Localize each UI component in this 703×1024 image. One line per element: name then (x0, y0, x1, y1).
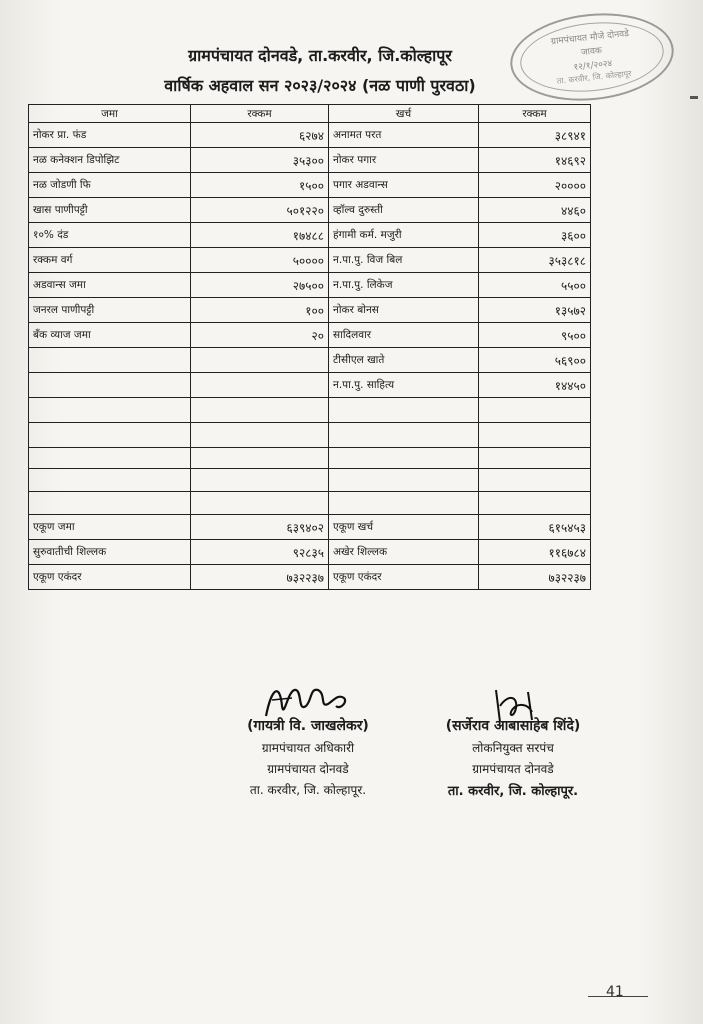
expense-amount-cell (479, 492, 591, 515)
expense-label-cell: व्हॉल्व दुरुस्ती (329, 198, 479, 223)
receipt-label-cell: नळ जोडणी फि (29, 173, 191, 198)
ledger-spacer-row (29, 448, 591, 469)
header-expenses: खर्च (329, 105, 479, 123)
ledger-total-row (29, 565, 591, 590)
ledger-row (29, 148, 591, 173)
expense-amount-cell: ९५०० (479, 323, 591, 348)
ledger-total-row (29, 540, 591, 565)
ledger-row (29, 373, 591, 398)
receipt-amount-cell (191, 469, 329, 492)
signatory-left-name: (गायत्री वि. जाखलेकर) (247, 718, 369, 734)
receipt-label-cell: नोकर प्रा. फंड (29, 123, 191, 148)
page-number: 41 (606, 984, 624, 1000)
expense-label-cell: एकूण खर्च (329, 515, 479, 540)
receipt-amount-cell: ५०१२२० (191, 198, 329, 223)
receipt-label-cell: एकूण जमा (29, 515, 191, 540)
ledger-row (29, 273, 591, 298)
expense-label-cell: न.पा.पु. साहित्य (329, 373, 479, 398)
expense-amount-cell (479, 469, 591, 492)
ledger-row (29, 323, 591, 348)
receipt-amount-cell: ९२८३५ (191, 540, 329, 565)
header-report-title: वार्षिक अहवाल सन २०२३/२०२४ (नळ पाणी पुरवठा) (164, 76, 476, 95)
spacer-cell (329, 448, 479, 469)
ledger-blank-row (29, 492, 591, 515)
receipt-label-cell (29, 398, 191, 423)
handwritten-signature-left (258, 676, 358, 726)
receipt-label-cell: एकूण एकंदर (29, 565, 191, 590)
expense-label-cell: न.पा.पु. लिकेज (329, 273, 479, 298)
signatory-left-address: ता. करवीर, जि. कोल्हापूर. (249, 783, 367, 797)
expense-amount-cell: ६१५४५३ (479, 515, 591, 540)
expense-label-cell: न.पा.पु. विज बिल (329, 248, 479, 273)
ledger-row (29, 248, 591, 273)
spacer-cell (479, 448, 591, 469)
signature-block-right (418, 676, 608, 799)
expense-label-cell (329, 469, 479, 492)
receipt-amount-cell (191, 398, 329, 423)
ledger-row (29, 123, 591, 148)
seal-line-2: जावक (580, 45, 603, 59)
signatory-right-title: लोकनियुक्त सरपंच (472, 741, 554, 755)
ledger-total-row (29, 515, 591, 540)
receipt-amount-cell: ५०००० (191, 248, 329, 273)
expense-amount-cell: ५५०० (479, 273, 591, 298)
page-number-underline (588, 996, 648, 997)
seal-line-3: १२/१/२०२४ (573, 58, 613, 73)
expense-amount-cell: १४४५० (479, 373, 591, 398)
expense-amount-cell (479, 423, 591, 448)
header-office-line: ग्रामपंचायत दोनवडे, ता.करवीर, जि.कोल्हापूर (188, 46, 452, 65)
signatory-right-office: ग्रामपंचायत दोनवडे (472, 762, 554, 776)
receipt-label-cell: १०% दंड (29, 223, 191, 248)
ledger-row (29, 173, 591, 198)
receipt-amount-cell: ६३९४०२ (191, 515, 329, 540)
expense-amount-cell: ३६०० (479, 223, 591, 248)
ledger-blank-row (29, 469, 591, 492)
receipt-amount-cell (191, 423, 329, 448)
seal-line-4: ता. करवीर, जि. कोल्हापूर (556, 68, 632, 86)
expense-amount-cell: १४६९२ (479, 148, 591, 173)
expense-amount-cell: ३८९४१ (479, 123, 591, 148)
receipt-amount-cell: ६२७४ (191, 123, 329, 148)
receipt-label-cell (29, 348, 191, 373)
receipt-amount-cell: २७५०० (191, 273, 329, 298)
expense-label-cell: अखेर शिल्लक (329, 540, 479, 565)
ledger-header-row (29, 105, 591, 123)
receipt-amount-cell: २० (191, 323, 329, 348)
expense-amount-cell: ७३२२३७ (479, 565, 591, 590)
signatory-left-office: ग्रामपंचायत दोनवडे (267, 762, 349, 776)
expense-label-cell (329, 423, 479, 448)
receipt-label-cell: रक्कम वर्ग (29, 248, 191, 273)
receipt-label-cell: नळ कनेक्शन डिपोझिट (29, 148, 191, 173)
expense-label-cell: अनामत परत (329, 123, 479, 148)
expense-label-cell (329, 492, 479, 515)
receipt-amount-cell (191, 348, 329, 373)
expense-label-cell: नोकर बोनस (329, 298, 479, 323)
receipt-label-cell (29, 373, 191, 398)
expense-label-cell: हंगामी कर्म. मजुरी (329, 223, 479, 248)
expense-label-cell: सादिलवार (329, 323, 479, 348)
receipt-label-cell: सुरुवातीची शिल्लक (29, 540, 191, 565)
signatory-left-title: ग्रामपंचायत अधिकारी (261, 741, 355, 755)
receipt-label-cell (29, 492, 191, 515)
expense-label-cell: नोकर पगार (329, 148, 479, 173)
ledger-row (29, 223, 591, 248)
receipt-label-cell: जनरल पाणीपट्टी (29, 298, 191, 323)
receipt-label-cell: अडवान्स जमा (29, 273, 191, 298)
expense-amount-cell: १३५७२ (479, 298, 591, 323)
receipt-amount-cell: १७४८८ (191, 223, 329, 248)
expense-amount-cell: ५६९०० (479, 348, 591, 373)
ledger-table (28, 104, 591, 590)
header-receipts-amount: रक्कम (191, 105, 329, 123)
receipt-amount-cell (191, 373, 329, 398)
receipt-amount-cell: ७३२२३७ (191, 565, 329, 590)
receipt-label-cell (29, 469, 191, 492)
receipt-amount-cell: १०० (191, 298, 329, 323)
receipt-amount-cell: १५०० (191, 173, 329, 198)
edge-mark (690, 96, 698, 99)
expense-amount-cell: २०००० (479, 173, 591, 198)
ledger-row (29, 298, 591, 323)
receipt-label-cell: बँक व्याज जमा (29, 323, 191, 348)
handwritten-signature-right (478, 682, 558, 730)
receipt-amount-cell: ३५३०० (191, 148, 329, 173)
ledger-row (29, 348, 591, 373)
receipt-amount-cell (191, 492, 329, 515)
signature-block-left (218, 676, 398, 798)
receipt-label-cell (29, 423, 191, 448)
expense-label-cell: पगार अडवान्स (329, 173, 479, 198)
receipt-label-cell: खास पाणीपट्टी (29, 198, 191, 223)
expense-amount-cell: ११६७८४ (479, 540, 591, 565)
ledger-row (29, 423, 591, 448)
spacer-cell (29, 448, 191, 469)
header-expenses-amount: रक्कम (479, 105, 591, 123)
signatory-right-address: ता. करवीर, जि. कोल्हापूर. (447, 784, 579, 799)
expense-amount-cell: ३५३८१८ (479, 248, 591, 273)
ledger-row (29, 398, 591, 423)
signatory-right-name: (सर्जेराव आबासाहेब शिंदे) (445, 718, 581, 734)
expense-amount-cell: ४४६० (479, 198, 591, 223)
header-receipts: जमा (29, 105, 191, 123)
expense-amount-cell (479, 398, 591, 423)
expense-label-cell (329, 398, 479, 423)
ledger-row (29, 198, 591, 223)
spacer-cell (191, 448, 329, 469)
seal-line-1: ग्रामपंचायत मौजे दोनवडे (550, 29, 630, 48)
expense-label-cell: एकूण एकंदर (329, 565, 479, 590)
expense-label-cell: टीसीएल खाते (329, 348, 479, 373)
